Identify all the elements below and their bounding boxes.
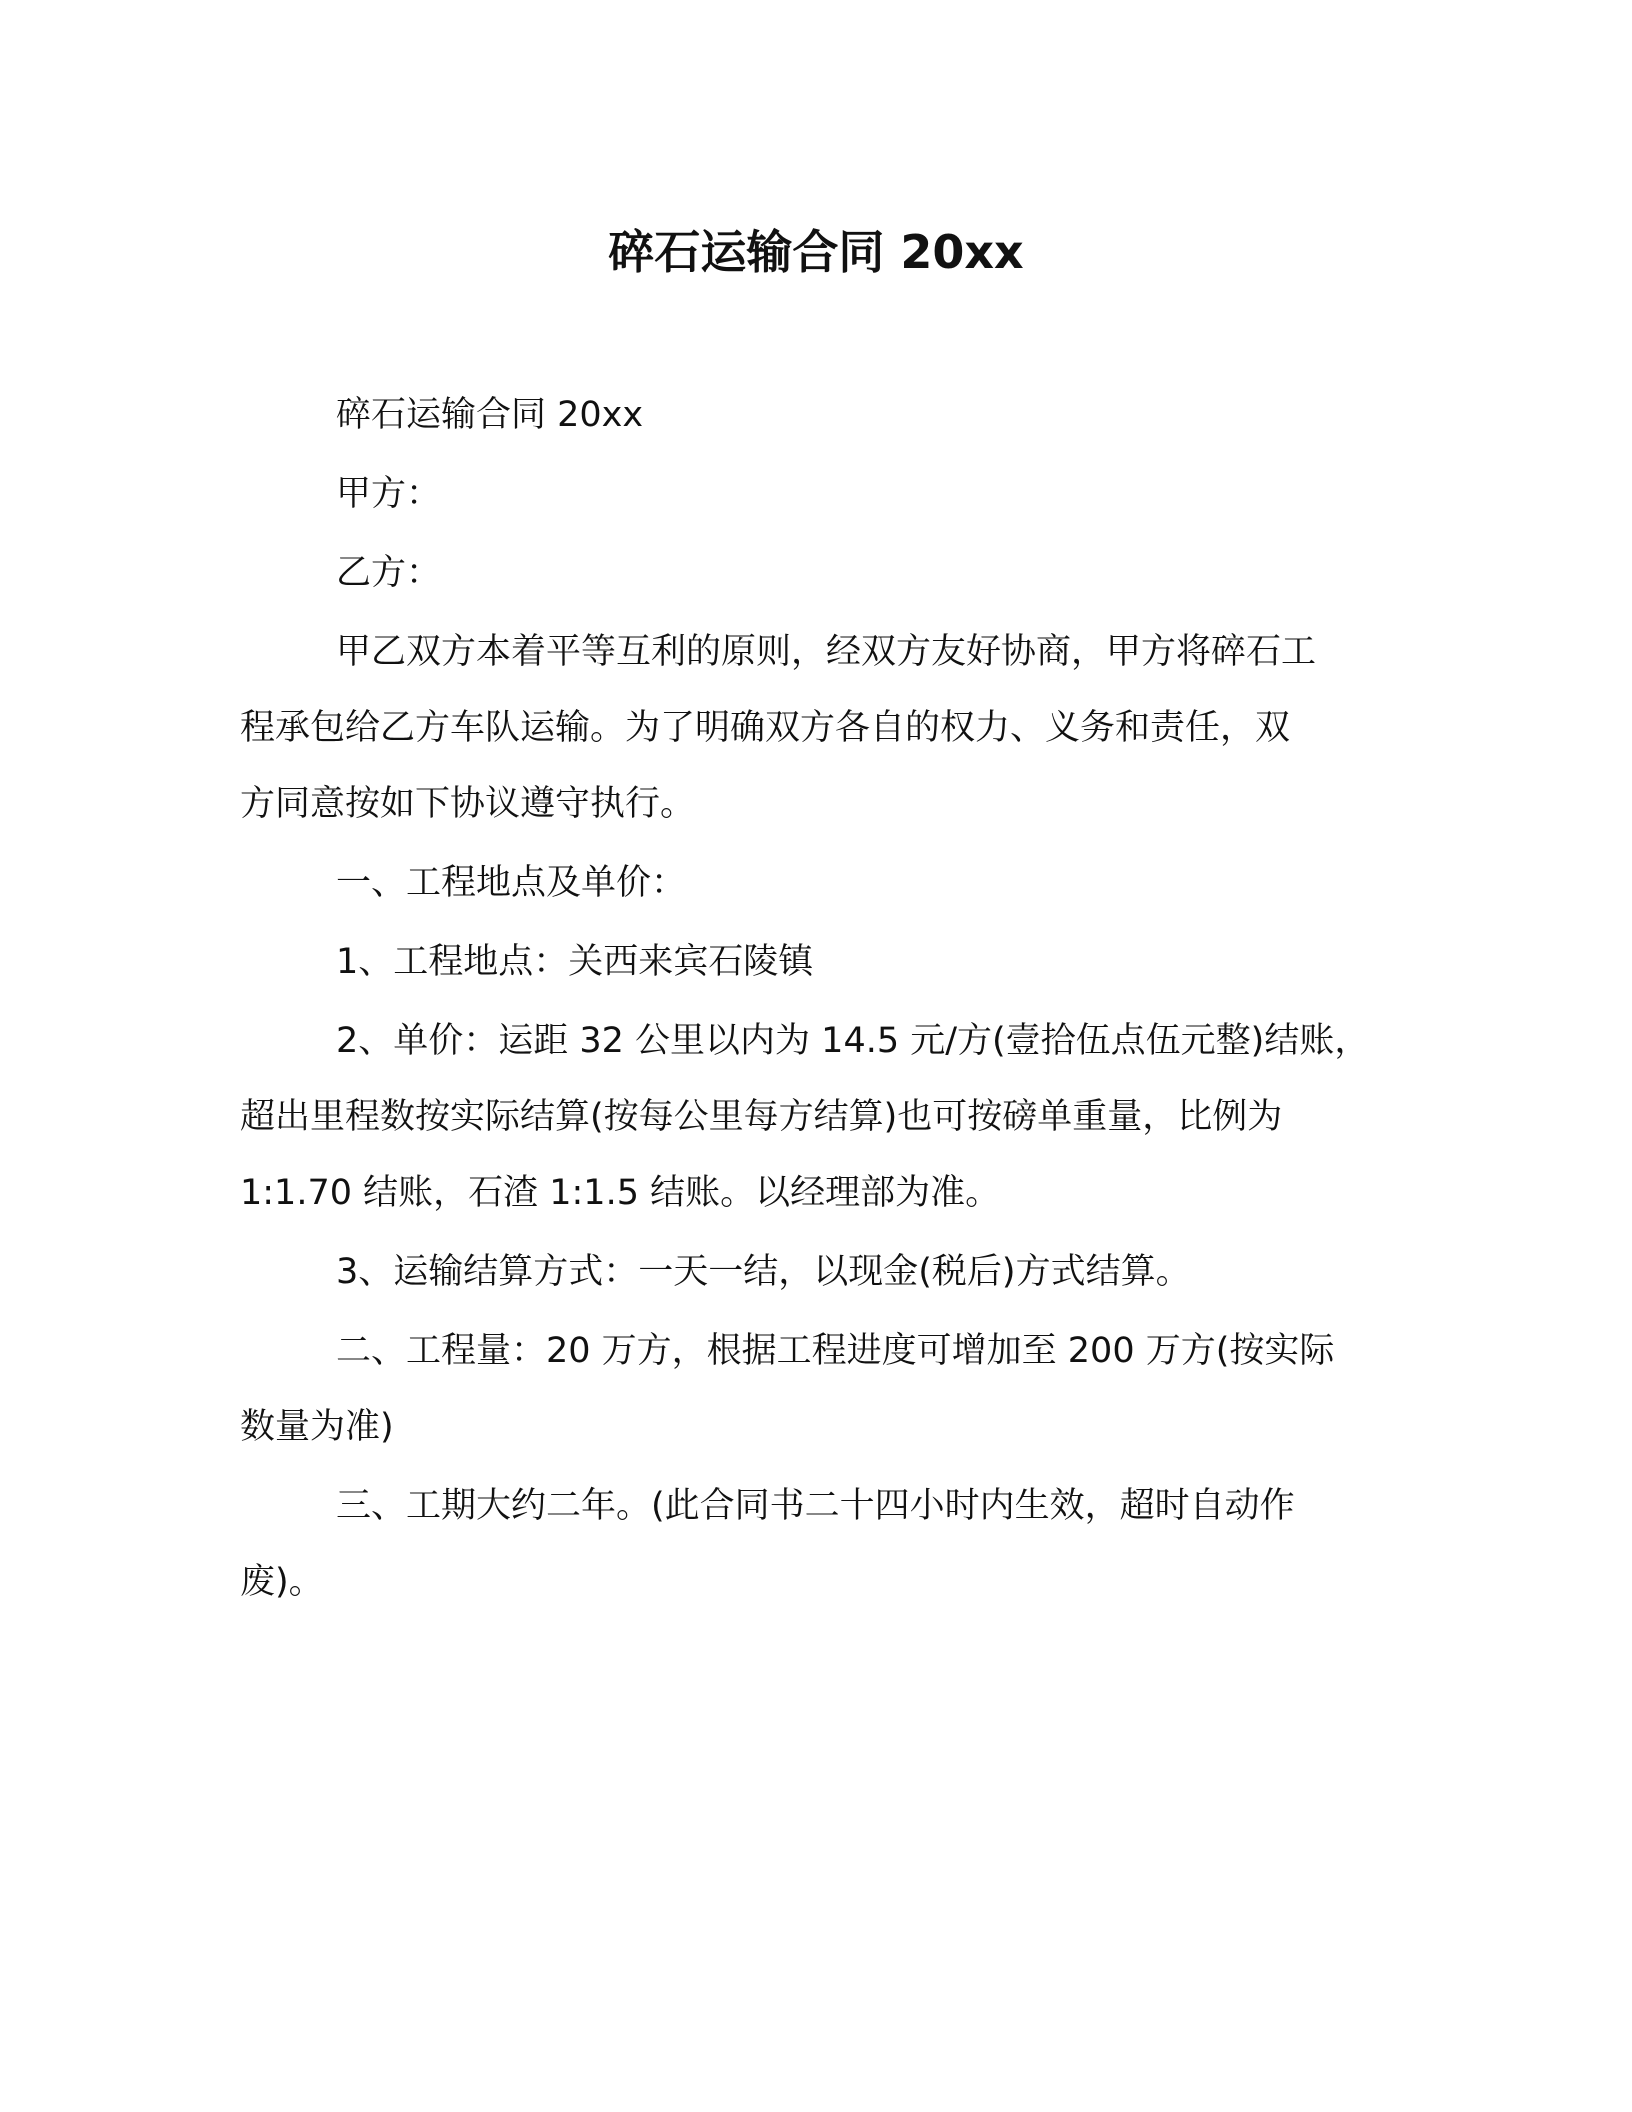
section-2-line: 数量为准) [240, 1407, 394, 1447]
item-2-line: 超出里程数按实际结算(按每公里每方结算)也可按磅单重量，比例为 [240, 1097, 1283, 1137]
section-3-duration [240, 1487, 1392, 1601]
section-2-line: 二、工程量：20 万方，根据工程进度可增加至 200 万方(按实际 [336, 1331, 1335, 1371]
item-2-unit-price [240, 1022, 1392, 1212]
intro-line: 甲乙双方本着平等互利的原则，经双方友好协商，甲方将碎石工 [336, 632, 1317, 672]
section-3-line: 废)。 [240, 1562, 324, 1602]
intro-line: 方同意按如下协议遵守执行。 [240, 784, 696, 824]
item-2-line: 1:1.70 结账，石渣 1:1.5 结账。以经理部为准。 [240, 1173, 1001, 1213]
section-1-heading: 一、工程地点及单价： [336, 863, 687, 903]
item-1-location: 1、工程地点：关西来宾石陵镇 [336, 942, 814, 982]
section-3-line: 三、工期大约二年。(此合同书二十四小时内生效，超时自动作 [336, 1486, 1295, 1526]
intro-paragraph [240, 633, 1392, 823]
party-b-label: 乙方： [336, 553, 442, 593]
document-body [240, 396, 1392, 1642]
intro-line: 程承包给乙方车队运输。为了明确双方各自的权力、义务和责任，双 [240, 708, 1291, 748]
party-a-label: 甲方： [336, 474, 442, 514]
item-2-line: 2、单价：运距 32 公里以内为 14.5 元/方(壹拾伍点伍元整)结账， [336, 1021, 1370, 1061]
contract-subtitle: 碎石运输合同 20xx [336, 395, 644, 435]
section-2-quantity [240, 1332, 1392, 1446]
item-3-settlement: 3、运输结算方式：一天一结，以现金(税后)方式结算。 [336, 1252, 1191, 1292]
document-title: 碎石运输合同 20xx [608, 225, 1024, 279]
